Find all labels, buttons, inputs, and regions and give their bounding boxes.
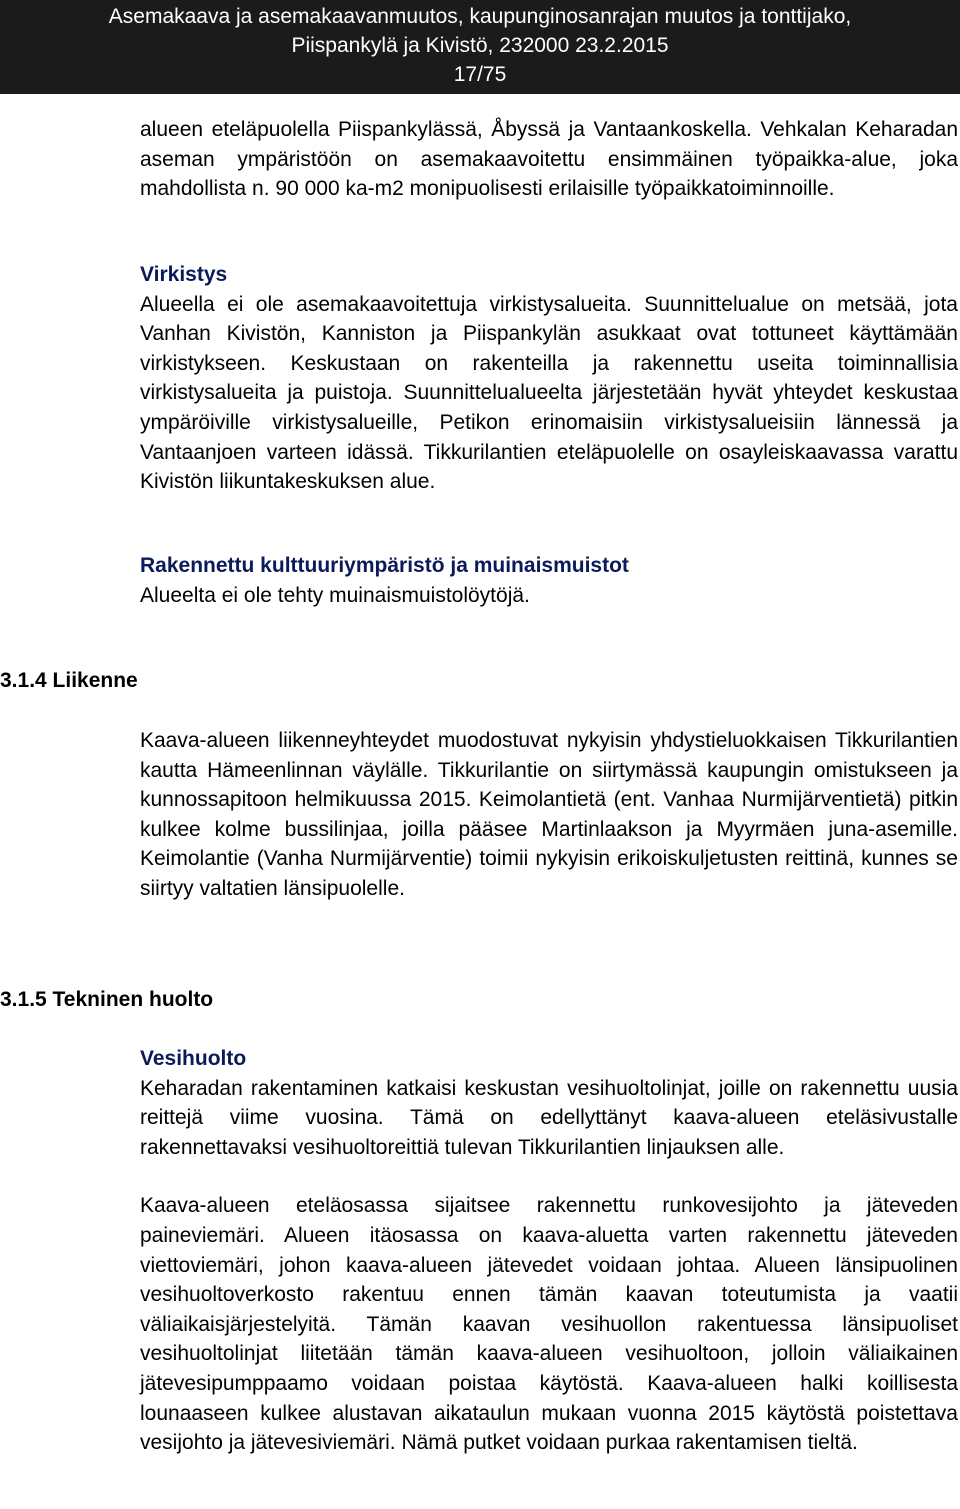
vesihuolto-title: Vesihuolto [140, 1047, 247, 1070]
virkistys-paragraph: Alueella ei ole asemakaavoitettuja virkistysalueita. Suunnittelualue on metsää, jota Vanhan Kivistön, Kanniston ja Piispankylän asukkaat ovat tottuneet käyttämään virkistykseen. Keskustaan on rakenteilla ja rakennettu useita toiminnallisia virkistysalueita ja puistoja. Suunnittelualueelta järjestetään hyvät yhteydet keskustaa ympäröiville virkistysalueille, Petikon erinomaisiin virkistysalueisiin lännessä ja Vantaanjoen varteen idässä. Tikkurilantien eteläpuolelle on osayleiskaavassa varattu Kivistön liikuntakeskuksen alue. [140, 292, 958, 494]
liikenne-block [140, 726, 958, 904]
header-title-line1: Asemakaava ja asemakaavanmuutos, kaupunginosanrajan muutos ja tonttijako, [108, 5, 852, 28]
tekninen-block [140, 1044, 958, 1458]
intro-paragraph: alueen eteläpuolella Piispankylässä, Åbyssä ja Vantaankoskella. Vehkalan Keharadan aseman ympäristöön on asemakaavoitettu ensimmäinen työpaikka-alue, joka mahdollista n. 90 000 ka-m2 monipuolisesti erilaisille työpaikkatoiminnoille. [140, 118, 958, 201]
page-number: 17/75 [453, 63, 507, 86]
liikenne-paragraph: Kaava-alueen liikenneyhteydet muodostuvat nykyisin yhdystieluokkaisen Tikkurilantien kautta Hämeenlinnan väylälle. Tikkurilantie on siirtymässä kaupungin omistukseen ja kunnossapitoon helmikuussa 2015. Keimolantietä (ent. Vanhaa Nurmijärventietä) pitkin kulkee kolme bussilinjaa, joilla pääsee Martinlaakson ja Myyrmäen juna-asemille. Keimolantie (Vanha Nurmijärventie) toimii nykyisin erikoiskuljetusten reittinä, kunnes se siirtyy valtatien länsipuolelle. [140, 729, 958, 900]
kulttuuri-block [140, 551, 958, 610]
kulttuuri-paragraph: Alueelta ei ole tehty muinaismuistolöytöjä. [140, 583, 530, 607]
header-title-line2: Piispankylä ja Kivistö, 232000 23.2.2015 [291, 34, 669, 57]
section-heading-tekninen-huolto: 3.1.5 Tekninen huolto [0, 988, 214, 1011]
intro-block [140, 115, 958, 204]
vesihuolto-paragraph-1: Keharadan rakentaminen katkaisi keskustan vesihuoltolinjat, joille on rakennettu uusia reittejä viime vuosina. Tämä on edellyttänyt kaava-alueen eteläsivustalle rakennettavaksi vesihuoltoreittiä tulevan Tikkurilantien linjauksen alle. [140, 1076, 958, 1159]
virkistys-block [140, 260, 958, 497]
document-header [0, 0, 960, 94]
vesihuolto-paragraph-2: Kaava-alueen eteläosassa sijaitsee rakennettu runkovesijohto ja jäteveden paineviemäri. Alueen itäosassa on kaava-aluetta varten rakennettu jäteveden viettoviemäri, johon kaava-alueen jätevedet voidaan johtaa. Alueen länsipuolinen vesihuoltoverkosto rakentuu ennen tämän kaavan toteutumista ja vaatii väliaikaisjärjestelyitä. Tämän kaavan vesihuollon rakentuessa länsipuoliset vesihuoltolinjat liitetään tämän kaava-alueen vesihuoltoon, jolloin väliaikainen jätevesipumppaamo voidaan poistaa käytöstä. Kaava-alueen halki koillisesta lounaaseen kulkee alustavan aikataulun mukaan vuonna 2015 käytöstä poistettava vesijohto ja jätevesiviemäri. Nämä putket voidaan purkaa rakentamisen tieltä. [140, 1194, 958, 1455]
kulttuuri-title: Rakennettu kulttuuriympäristö ja muinaismuistot [140, 554, 629, 577]
virkistys-title: Virkistys [140, 263, 228, 286]
section-heading-liikenne: 3.1.4 Liikenne [0, 669, 138, 692]
